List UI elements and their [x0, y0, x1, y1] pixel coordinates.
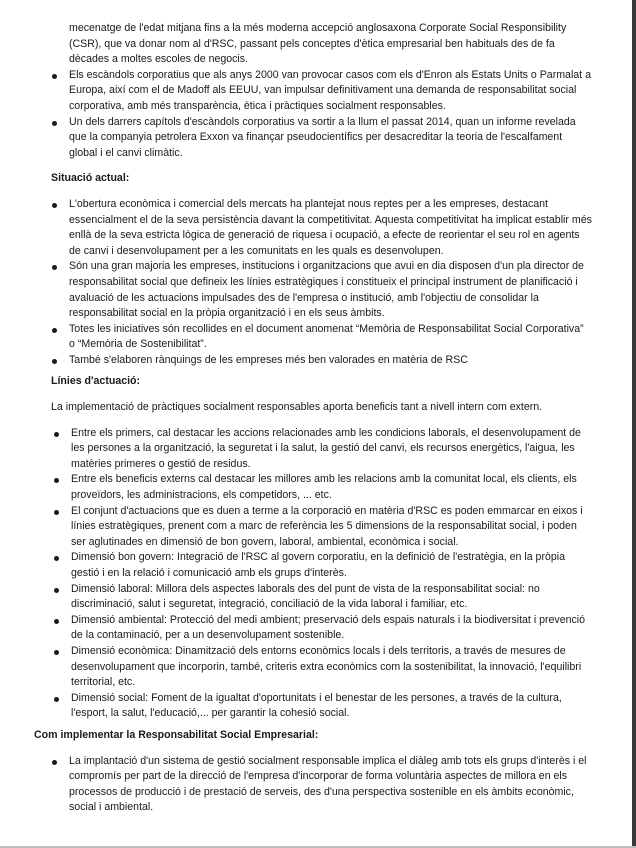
list-item: L'obertura econòmica i comercial dels mercats ha plantejat nous reptes per a les empreses, destacant essencialment el de la seva persistència davant la competitivitat. Aquesta competitivitat ha implicat establir més enllà de la seva estricta lògica de generació de riquesa i ocupació, a efecte de reorientar el seu rol en agents de canvi i desenvolupament per a les comunitats en les quals es desenvolupen. [0, 197, 632, 259]
implementar-list [0, 754, 632, 816]
list-item: Els escàndols corporatius que als anys 2000 van provocar casos com els d'Enron als Estats Units o Parmalat a Europa, així com el de Madoff als EEUU, van impulsar definitivament una demanda de responsabilitat social corporativa, amb més transparència, ètica i pràctiques socialment responsables. [0, 68, 632, 115]
intro-continuation: mecenatge de l'edat mitjana fins a la més moderna accepció anglosaxona Corporate Social Responsibility (CSR), que va donar nom al d'RSC, passant pels conceptes d'ètica empresarial ben habituals des de fa dècades a moltes escoles de negocis. [69, 22, 567, 66]
list-item: Dimensió social: Foment de la igualtat d'oportunitats i el benestar de les persones, a través de la cultura, l'esport, la salut, l'educació,... per garantir la cohesió social. [0, 691, 632, 722]
list-item: També s'elaboren rànquings de les empreses més ben valorades en matèria de RSC [0, 353, 632, 369]
list-item: Entre els primers, cal destacar les accions relacionades amb les condicions laborals, el desenvolupament de les persones a la organització, la seguretat i la salut, la gestió del canvi, els recursos energètics, l'aigua, les matèries primeres o gestió de residus. [0, 426, 632, 473]
section-heading-implementar: Com implementar la Responsabilitat Social Empresarial: [34, 728, 319, 741]
linies-intro: La implementació de pràctiques socialment responsables aporta beneficis tant a nivell intern com extern. [51, 401, 543, 414]
section-heading-situacio: Situació actual: [51, 172, 130, 185]
linies-list [0, 426, 632, 722]
window-edge [632, 0, 636, 848]
list-item: Entre els beneficis externs cal destacar les millores amb les relacions amb la comunitat local, els clients, els proveïdors, les administracions, els competidors, ... etc. [0, 472, 632, 503]
list-item: La implantació d'un sistema de gestió socialment responsable implica el diàleg amb tots els grups d'interès i el compromís per part de la direcció de l'empresa d'incorporar de forma voluntària aspectes de millora en els processos de producció i de prestació de serveis, des d'una perspectiva sostenible en els àmbits econòmic, social i ambiental. [0, 754, 632, 816]
situacio-list [0, 197, 632, 369]
list-item: Són una gran majoria les empreses, institucions i organitzacions que avui en dia disposen d'un pla director de responsabilitat social que defineix les línies estratègiques i constitueix el principal instrument de planificació i avaluació de les actuacions impulsades des de l'empresa o institució, amb l'objectiu de consolidar la responsabilitat social en la pròpia organització i en els seus àmbits. [0, 259, 632, 321]
list-item: El conjunt d'actuacions que es duen a terme a la corporació en matèria d'RSC es poden emmarcar en eixos i línies estratègiques, prenent com a marc de referència les 5 dimensions de la responsabilitat social, i poden ser aglutinades en dimensió de bon govern, laboral, ambiental, econòmica i social. [0, 504, 632, 551]
list-item: Dimensió ambiental: Protecció del medi ambient; preservació dels espais naturals i la biodiversitat i prevenció de la contaminació, per a un desenvolupament sostenible. [0, 613, 632, 644]
list-item: Un dels darrers capítols d'escàndols corporatius va sortir a la llum el passat 2014, quan un informe revelada que la companyia petrolera Exxon va finançar pseudocientífics per desacreditar la teoria de l'escalfament global i el canvi climàtic. [0, 115, 632, 162]
intro-list [0, 68, 632, 162]
list-item: Dimensió econòmica: Dinamització dels entorns econòmics locals i dels territoris, a través de mesures de desenvolupament que incorporin, també, criteris extra econòmics com la sostenibilitat, la innovació, l'equilibri territorial, etc. [0, 644, 632, 691]
list-item: Dimensió bon govern: Integració de l'RSC al govern corporatiu, en la definició de l'estratègia, en la pròpia gestió i en la relació i comunicació amb els grups d'interès. [0, 550, 632, 581]
list-item: Totes les iniciatives són recollides en el document anomenat “Memòria de Responsabilitat Social Corporativa” o “Memòria de Sostenibilitat”. [0, 322, 632, 353]
section-heading-linies: Línies d'actuació: [51, 375, 141, 388]
list-item: Dimensió laboral: Millora dels aspectes laborals des del punt de vista de la responsabilitat social: no discriminació, salut i seguretat, integració, conciliació de la vida laboral i familiar, etc. [0, 582, 632, 613]
